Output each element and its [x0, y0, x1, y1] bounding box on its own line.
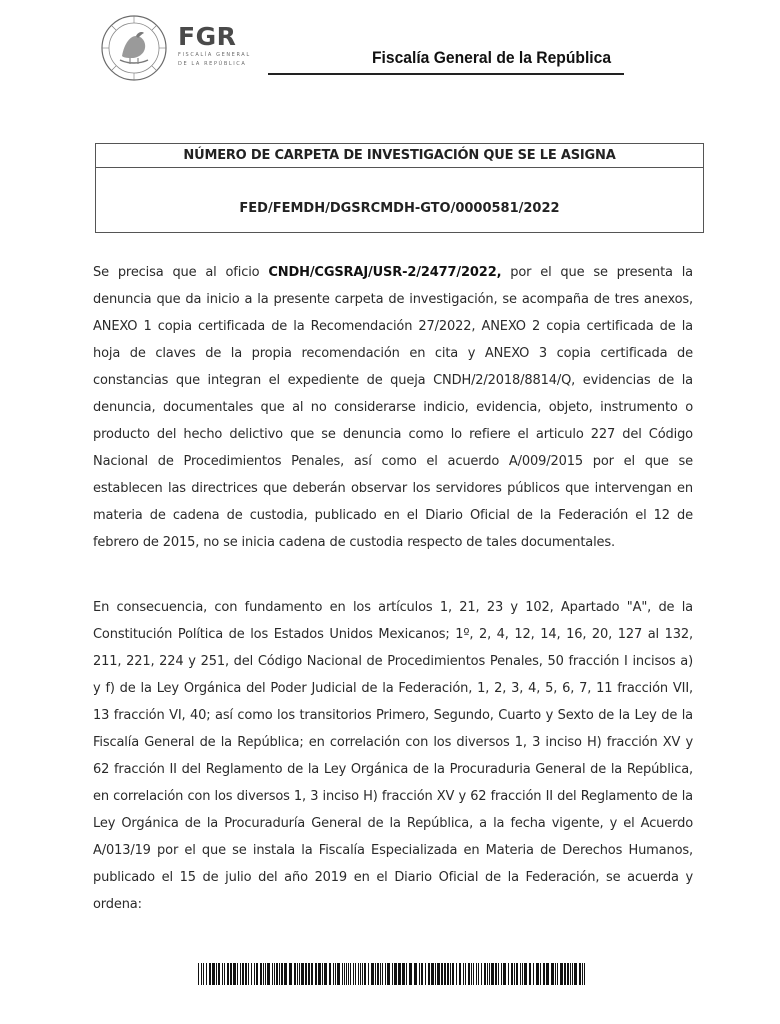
barcode-icon: [198, 963, 586, 985]
logo: [178, 24, 251, 67]
oficio-number: CNDH/CGSRAJ/USR-2/2477/2022,: [268, 265, 502, 280]
institution-title: Fiscalía General de la República: [372, 48, 612, 67]
carpeta-number: FED/FEMDH/DGSRCMDH-GTO/0000581/2022: [239, 201, 560, 216]
paragraph-anexos: [93, 259, 693, 556]
national-seal-icon: [100, 14, 168, 82]
logo-subtitle-1: FISCALÍA GENERAL: [178, 52, 251, 58]
carpeta-heading: NÚMERO DE CARPETA DE INVESTIGACIÓN QUE SE LE ASIGNA: [96, 144, 703, 168]
paragraph-fundamento: En consecuencia, con fundamento en los artículos 1, 21, 23 y 102, Apartado "A", de la Constitución Política de los Estados Unidos Mexicanos; 1º, 2, 4, 12, 14, 16, 20, 127 al 132, 211, 221, 224 y 251, del Código Nacional de Procedimientos Penales, 50 fracción I incisos a) y f) de la Ley Orgánica del Poder Judicial de la Federación, 1, 2, 3, 4, 5, 6, 7, 11 fracción VII, 13 fracción VI, 40; así como los transitorios Primero, Segundo, Cuarto y Sexto de la Ley de la Fiscalía General de la República; en correlación con los diversos 1, 3 inciso H) fracción XV y 62 fracción II del Reglamento de la Ley Orgánica de la Procuraduria General de la República, en correlación con los diversos 1, 3 inciso H) fracción XV y 62 fracción II del Reglamento de la Ley Orgánica de la Procuraduría General de la República, a la fecha vigente, y el Acuerdo A/013/19 por el que se instala la Fiscalía Especializada en Materia de Derechos Humanos, publicado el 15 de julio del año 2019 en el Diario Oficial de la Federación, se acuerda y ordena:: [93, 600, 693, 912]
logo-acronym: FGR: [178, 22, 237, 51]
carpeta-box: [95, 143, 704, 233]
paragraph-1-lead: Se precisa que al oficio: [93, 265, 269, 280]
paragraph-1-rest: por el que se presenta la denuncia que da inicio a la presente carpeta de investigación, se acompaña de tres anexos, ANEXO 1 copia certificada de la Recomendación 27/2022, ANEXO 2 copia certificada de la hoja de claves de la propia recomendación en cita y ANEXO 3 copia certificada de constancias que integran el expediente de queja CNDH/2/2018/8814/Q, evidencias de la denuncia, documentales que al no considerarse indicio, evidencia, objeto, instrumento o producto del hecho delictivo que se denuncia como lo refiere el articulo 227 del Código Nacional de Procedimientos Penales, así como el acuerdo A/009/2015 por el que se establecen las directrices que deberán observar los servidores públicos que intervengan en materia de cadena de custodia, publicado en el Diario Oficial de la Federación el 12 de febrero de 2015, no se inicia cadena de custodia respecto de tales documentales.: [93, 265, 693, 550]
logo-subtitle-2: DE LA REPÚBLICA: [178, 61, 247, 67]
header-divider: [268, 73, 624, 75]
